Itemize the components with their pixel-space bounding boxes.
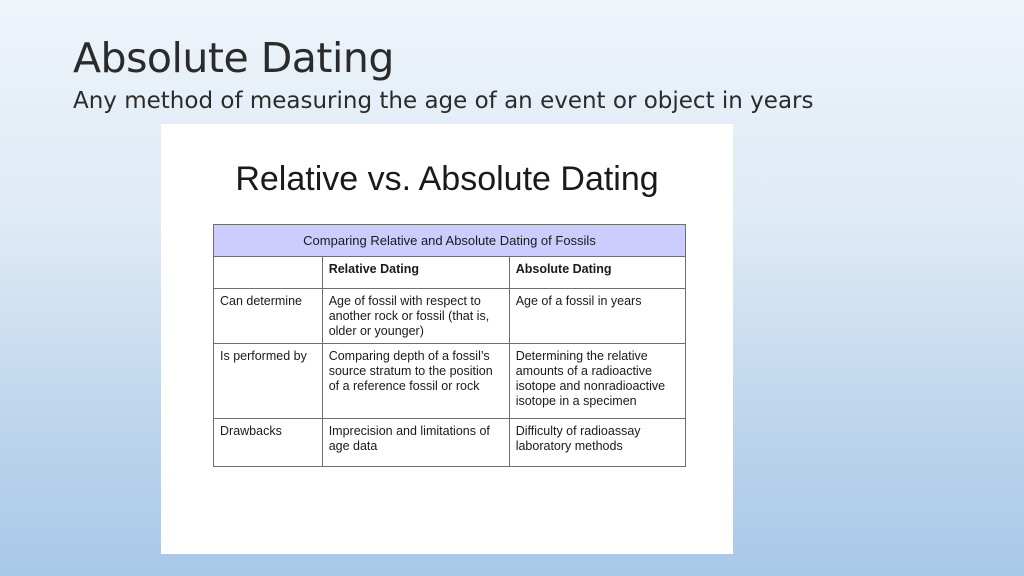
slide-title: Absolute Dating (73, 34, 394, 82)
header-cell-relative: Relative Dating (322, 257, 509, 289)
absolute-cell: Determining the relative amounts of a radioactive isotope and nonradioactive isotope in a specimen (509, 344, 685, 419)
row-label: Drawbacks (214, 419, 323, 467)
header-cell-absolute: Absolute Dating (509, 257, 685, 289)
header-cell-empty (214, 257, 323, 289)
relative-cell: Imprecision and limitations of age data (322, 419, 509, 467)
figure-title: Relative vs. Absolute Dating (235, 160, 659, 198)
row-label: Is performed by (214, 344, 323, 419)
table-row (214, 344, 686, 419)
table-header-row (214, 257, 686, 289)
table-row (214, 419, 686, 467)
absolute-cell: Difficulty of radioassay laboratory methods (509, 419, 685, 467)
table-caption: Comparing Relative and Absolute Dating of Fossils (214, 225, 686, 257)
comparison-figure (161, 124, 733, 554)
absolute-cell: Age of a fossil in years (509, 289, 685, 344)
table-caption-row (214, 225, 686, 257)
relative-cell: Comparing depth of a fossil’s source stratum to the position of a reference fossil or rock (322, 344, 509, 419)
comparison-table (213, 224, 686, 467)
slide-subtitle: Any method of measuring the age of an event or object in years (73, 88, 814, 114)
row-label: Can determine (214, 289, 323, 344)
table-row (214, 289, 686, 344)
relative-cell: Age of fossil with respect to another rock or fossil (that is, older or younger) (322, 289, 509, 344)
